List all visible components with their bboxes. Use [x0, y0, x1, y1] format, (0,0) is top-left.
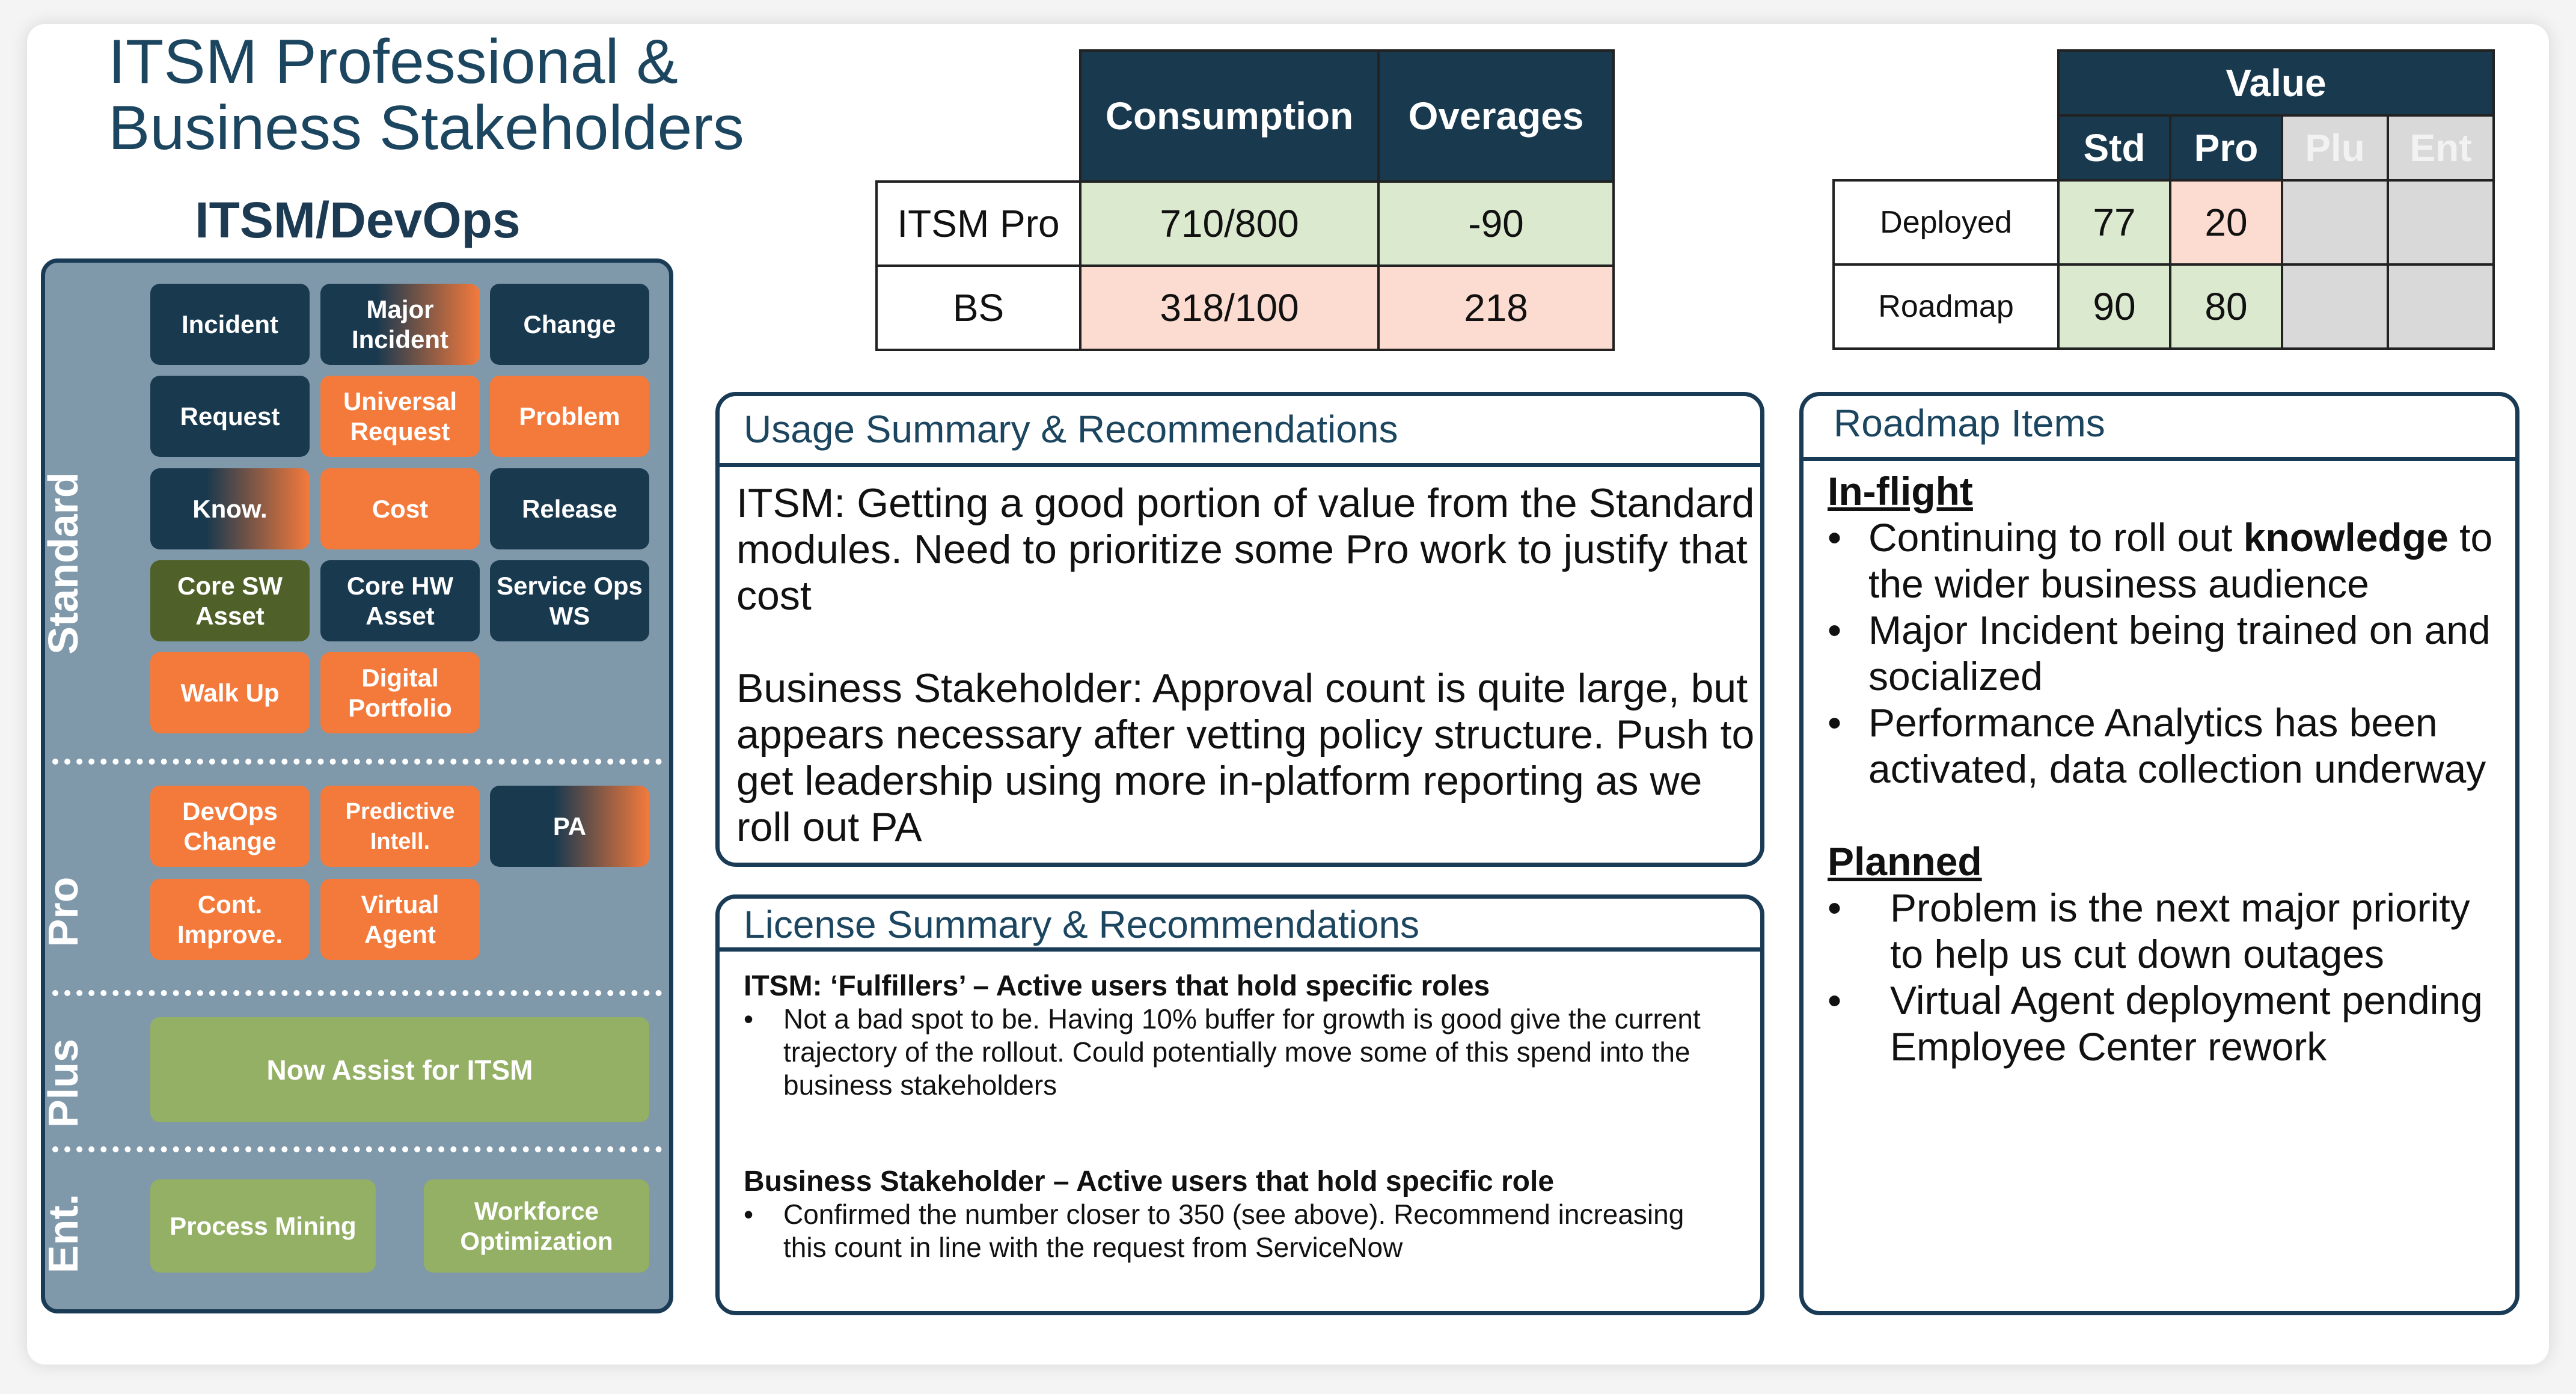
title-line-1: ITSM Professional & [108, 27, 678, 97]
table-corner [877, 50, 1080, 182]
usage-summary-heading: Usage Summary & Recommendations [720, 396, 1760, 467]
tier-divider [52, 1146, 662, 1152]
tier-label-standard: Standard [40, 472, 87, 655]
header-std: Std [2058, 115, 2170, 180]
module-pa[interactable]: PA [490, 786, 649, 867]
table-corner [1834, 115, 2058, 180]
module-devops-change[interactable]: DevOps Change [150, 786, 310, 867]
table-row [1834, 264, 2494, 349]
module-core-hw-asset[interactable]: Core HW Asset [320, 560, 480, 641]
roadmap-body [1828, 468, 2507, 1070]
license-summary-body [744, 970, 1730, 1264]
tier-divider [52, 990, 662, 996]
module-incident[interactable]: Incident [150, 284, 310, 365]
consumption-value: 318/100 [1080, 266, 1378, 350]
table-corner [1834, 50, 2058, 115]
inflight-item-1-bold: knowledge [2243, 515, 2449, 560]
license-itsm-title: ITSM: ‘Fulfillers’ – Active users that hold specific roles [744, 970, 1490, 1002]
module-process-mining[interactable]: Process Mining [150, 1179, 376, 1273]
list-item [744, 1198, 1730, 1264]
module-request[interactable]: Request [150, 376, 310, 457]
plu-value [2282, 180, 2388, 264]
bullet-icon: • [744, 1003, 754, 1035]
list-item [1828, 515, 2507, 607]
module-problem[interactable]: Problem [490, 376, 649, 457]
usage-summary-card [715, 392, 1764, 867]
planned-item-1: Problem is the next major priority to help us cut down outages [1890, 885, 2470, 976]
module-continual-improvement[interactable]: Cont. Improve. [150, 879, 310, 960]
consumption-table [875, 49, 1615, 351]
inflight-item-3: Performance Analytics has been activated, data collection underway [1868, 700, 2486, 791]
bullet-icon: • [1828, 608, 1842, 652]
ent-value [2388, 180, 2494, 264]
usage-bs-paragraph: Business Stakeholder: Approval count is quite large, but appears necessary after vetting policy structure. Push to get leadership using more in-platform reporting as we roll out PA [736, 665, 1755, 850]
license-bs-title: Business Stakeholder – Active users that hold specific role [744, 1166, 1555, 1197]
license-itsm-bullet: Not a bad spot to be. Having 10% buffer for growth is good give the current trajectory of the rollout. Could potentially move some of this spend into the business stakeholders [783, 1003, 1701, 1101]
usage-summary-text [736, 480, 1758, 851]
list-item [1828, 607, 2507, 700]
list-item [1828, 700, 2507, 792]
list-item [1828, 977, 2507, 1070]
header-consumption: Consumption [1080, 50, 1378, 182]
bullet-icon: • [744, 1199, 754, 1230]
module-cost[interactable]: Cost [320, 468, 480, 549]
row-label: BS [877, 266, 1080, 350]
module-predictive-intelligence[interactable]: Predictive Intell. [320, 786, 480, 867]
module-service-ops-ws[interactable]: Service Ops WS [490, 560, 649, 641]
title-line-2: Business Stakeholders [108, 93, 744, 163]
row-label: ITSM Pro [877, 182, 1080, 266]
bullet-icon: • [1828, 978, 1842, 1023]
license-bs-bullet: Confirmed the number closer to 350 (see above). Recommend increasing this count in line with the request from ServiceNow [783, 1199, 1684, 1263]
inflight-item-1-post: to the wider business audience [1868, 515, 2493, 606]
bullet-icon: • [1828, 515, 1842, 560]
usage-itsm-paragraph: ITSM: Getting a good portion of value from the Standard modules. Need to prioritize some Pro work to justify that cost [736, 480, 1755, 619]
inflight-item-2: Major Incident being trained on and socialized [1868, 608, 2491, 699]
planned-item-2: Virtual Agent deployment pending Employee Center rework [1890, 978, 2483, 1069]
module-workforce-optimization[interactable]: Workforce Optimization [424, 1179, 649, 1273]
ent-value [2388, 264, 2494, 349]
header-plu: Plu [2282, 115, 2388, 180]
module-release[interactable]: Release [490, 468, 649, 549]
bullet-icon: • [1828, 700, 1842, 745]
module-now-assist-for-itsm[interactable]: Now Assist for ITSM [150, 1017, 649, 1122]
std-value: 90 [2058, 264, 2170, 349]
panel-subtitle: ITSM/DevOps [195, 192, 521, 248]
header-overages: Overages [1378, 50, 1614, 182]
tier-label-pro: Pro [40, 876, 87, 947]
tier-label-plus: Plus [40, 1039, 87, 1128]
list-item [744, 1003, 1730, 1102]
module-universal-request[interactable]: Universal Request [320, 376, 480, 457]
roadmap-card [1799, 392, 2519, 1315]
license-summary-card [715, 894, 1764, 1315]
pro-value: 80 [2170, 264, 2282, 349]
module-digital-portfolio[interactable]: Digital Portfolio [320, 652, 480, 733]
pro-value: 20 [2170, 180, 2282, 264]
license-summary-heading: License Summary & Recommendations [720, 899, 1760, 952]
overages-value: -90 [1378, 182, 1614, 266]
bullet-icon: • [1828, 885, 1842, 930]
tier-divider [52, 759, 662, 765]
consumption-value: 710/800 [1080, 182, 1378, 266]
module-core-sw-asset[interactable]: Core SW Asset [150, 560, 310, 641]
header-value: Value [2058, 50, 2494, 115]
row-label: Deployed [1834, 180, 2058, 264]
inflight-title: In-flight [1828, 469, 1973, 513]
module-knowledge[interactable]: Know. [150, 468, 310, 549]
overages-value: 218 [1378, 266, 1614, 350]
roadmap-heading: Roadmap Items [1804, 396, 2515, 461]
module-panel [41, 258, 673, 1313]
page-title [108, 29, 744, 161]
table-row [877, 182, 1614, 266]
inflight-item-1-pre: Continuing to roll out [1868, 515, 2244, 560]
value-table [1832, 49, 2495, 350]
row-label: Roadmap [1834, 264, 2058, 349]
module-change[interactable]: Change [490, 284, 649, 365]
std-value: 77 [2058, 180, 2170, 264]
module-walk-up[interactable]: Walk Up [150, 652, 310, 733]
module-virtual-agent[interactable]: Virtual Agent [320, 879, 480, 960]
module-major-incident[interactable]: Major Incident [320, 284, 480, 365]
tier-label-ent: Ent. [40, 1193, 87, 1274]
header-ent: Ent [2388, 115, 2494, 180]
planned-title: Planned [1828, 839, 1982, 884]
table-row [1834, 180, 2494, 264]
list-item [1828, 885, 2507, 977]
table-row [877, 266, 1614, 350]
header-pro: Pro [2170, 115, 2282, 180]
plu-value [2282, 264, 2388, 349]
